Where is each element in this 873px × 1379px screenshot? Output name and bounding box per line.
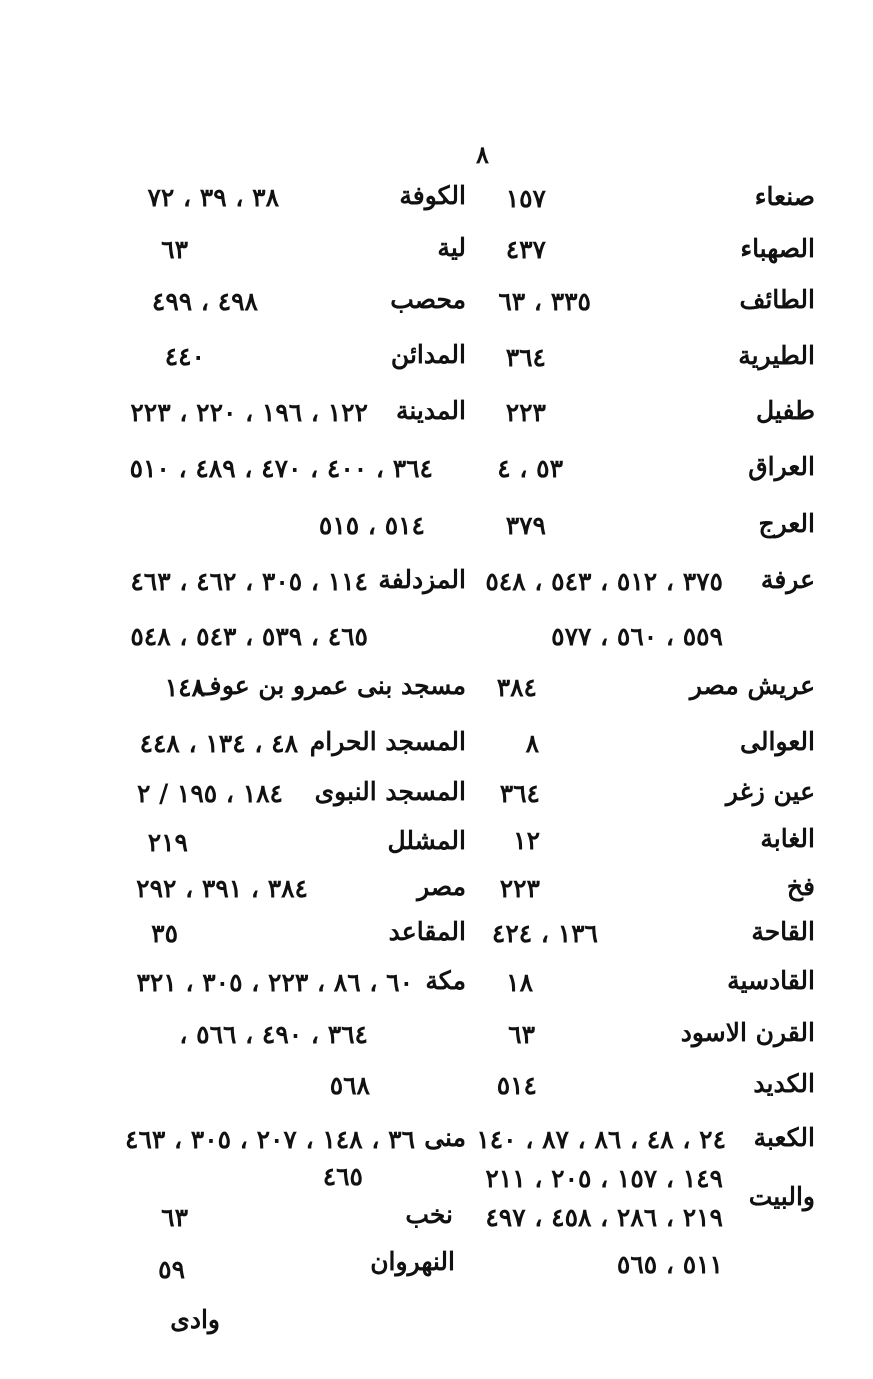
right-page-numbers: ١٣٦ ، ٤٢٤: [491, 919, 598, 948]
right-page-numbers: ٣٨٤: [496, 673, 537, 702]
left-place-name: مسجد بنى عمرو بن عوف: [195, 671, 466, 700]
right-page-numbers: ١٥٧: [505, 184, 546, 213]
left-page-numbers: ٦٠ ، ٨٦ ، ٢٢٣ ، ٣٠٥ ، ٣٢١: [136, 968, 413, 997]
left-page-numbers: ٣٥: [151, 919, 178, 948]
right-place-name: الطيرية: [738, 341, 815, 370]
right-place-name: الطائف: [739, 285, 815, 314]
left-page-numbers: ٦٣: [161, 235, 188, 264]
left-page-numbers: ٤٩٨ ، ٤٩٩: [151, 287, 258, 316]
right-page-numbers: ٥١٤: [496, 1071, 537, 1100]
left-page-numbers: ٤٤٠: [164, 342, 205, 371]
right-place-name: فخ: [786, 872, 815, 901]
page-number: ٨: [476, 140, 489, 169]
right-place-name: طفيل: [755, 396, 815, 425]
left-page-numbers: ٣٦ ، ١٤٨ ، ٢٠٧ ، ٣٠٥ ، ٤٦٣: [125, 1125, 415, 1154]
right-place-name: الكعبة: [753, 1123, 815, 1152]
left-page-numbers: ٣٦٤ ، ٤٠٠ ، ٤٧٠ ، ٤٨٩ ، ٥١٠: [129, 454, 433, 483]
right-place-name: والبيت: [748, 1182, 815, 1211]
right-place-name: صنعاء: [754, 182, 815, 211]
right-page-numbers: ٣٦٤: [499, 779, 540, 808]
right-place-name: العراق: [748, 452, 815, 481]
right-page-numbers: ٢٤ ، ٤٨ ، ٨٦ ، ٨٧ ، ١٤٠: [476, 1125, 726, 1154]
right-place-name: عرفة: [760, 565, 815, 594]
left-place-name: وادى: [170, 1305, 220, 1334]
right-page-numbers: ٢٢٣: [505, 398, 546, 427]
right-place-name: عين زغر: [725, 777, 815, 806]
left-page-numbers: ١١٤ ، ٣٠٥ ، ٤٦٢ ، ٤٦٣: [130, 567, 368, 596]
left-place-name: لية: [437, 233, 466, 262]
right-page-numbers-cont: ٢١٩ ، ٢٨٦ ، ٤٥٨ ، ٤٩٧: [485, 1203, 723, 1232]
right-page-numbers: ٣٣٥ ، ٦٣: [498, 287, 591, 316]
right-page-numbers: ١٤٩ ، ١٥٧ ، ٢٠٥ ، ٢١١: [485, 1164, 723, 1193]
left-page-numbers: ٥٩: [158, 1255, 185, 1284]
right-place-name: العرج: [758, 509, 815, 538]
left-page-numbers: ٦٣: [161, 1203, 188, 1232]
left-page-numbers: ١٨٤ ، ١٩٥ / ٢: [136, 779, 283, 808]
left-place-name: المدائن: [390, 340, 466, 369]
right-page-numbers: ٣٦٤: [505, 343, 546, 372]
right-page-numbers: ٨: [525, 729, 539, 758]
right-page-numbers: ٤٣٧: [505, 235, 546, 264]
left-page-numbers: ٤٨ ، ١٣٤ ، ٤٤٨: [139, 729, 298, 758]
right-page-numbers: ٥٣ ، ٤: [497, 454, 563, 483]
right-page-numbers: ١٨: [506, 968, 533, 997]
left-place-name: محصب: [390, 285, 466, 314]
left-place-name: المسجد الحرام: [309, 727, 466, 756]
left-place-name: مصر: [417, 872, 466, 901]
left-place-name: المسجد النبوى: [314, 777, 466, 806]
right-place-name: الغابة: [760, 824, 815, 853]
left-place-name: الكوفة: [399, 181, 466, 210]
left-place-name: المزدلفة: [378, 565, 466, 594]
left-place-name: نخب: [405, 1200, 453, 1229]
left-page-numbers: ٥١٤ ، ٥١٥: [318, 511, 425, 540]
right-place-name: الكديد: [753, 1069, 815, 1098]
left-page-numbers: ٥٦٨: [329, 1071, 370, 1100]
right-page-numbers-cont: ٥٥٩ ، ٥٦٠ ، ٥٧٧: [551, 622, 723, 651]
left-page-numbers: ٣٦٤ ، ٤٩٠ ، ٥٦٦ ،: [179, 1020, 368, 1049]
right-place-name: العوالى: [740, 727, 815, 756]
right-place-name: الصهباء: [740, 234, 815, 263]
left-page-numbers-cont: ٤٦٥: [322, 1162, 363, 1191]
left-page-numbers: ٤٦٥ ، ٥٣٩ ، ٥٤٣ ، ٥٤٨: [130, 622, 368, 651]
right-place-name: القرن الاسود: [680, 1018, 815, 1047]
left-page-numbers: ٣٨ ، ٣٩ ، ٧٢: [147, 183, 279, 212]
right-page-numbers: ٣٧٥ ، ٥١٢ ، ٥٤٣ ، ٥٤٨: [485, 567, 723, 596]
right-page-numbers: ٦٣: [508, 1020, 535, 1049]
right-page-numbers-cont: ٥١١ ، ٥٦٥: [616, 1250, 723, 1279]
right-place-name: القاحة: [751, 917, 815, 946]
left-place-name: النهروان: [370, 1247, 455, 1276]
right-page-numbers: ١٢: [513, 826, 540, 855]
left-place-name: مكة: [425, 966, 466, 995]
left-page-numbers: ٣٨٤ ، ٣٩١ ، ٢٩٢: [136, 874, 308, 903]
left-place-name: المدينة: [395, 396, 466, 425]
left-page-numbers: ١٢٢ ، ١٩٦ ، ٢٢٠ ، ٢٢٣: [130, 398, 368, 427]
right-page-numbers: ٣٧٩: [505, 511, 546, 540]
right-place-name: عريش مصر: [689, 671, 815, 700]
left-page-numbers: ٢١٩: [147, 828, 188, 857]
left-page-numbers: ١٤٨: [164, 673, 205, 702]
left-place-name: منى: [424, 1123, 466, 1152]
right-place-name: القادسية: [727, 966, 815, 995]
right-page-numbers: ٢٢٣: [499, 874, 540, 903]
left-place-name: المقاعد: [388, 917, 466, 946]
left-place-name: المشلل: [387, 826, 466, 855]
